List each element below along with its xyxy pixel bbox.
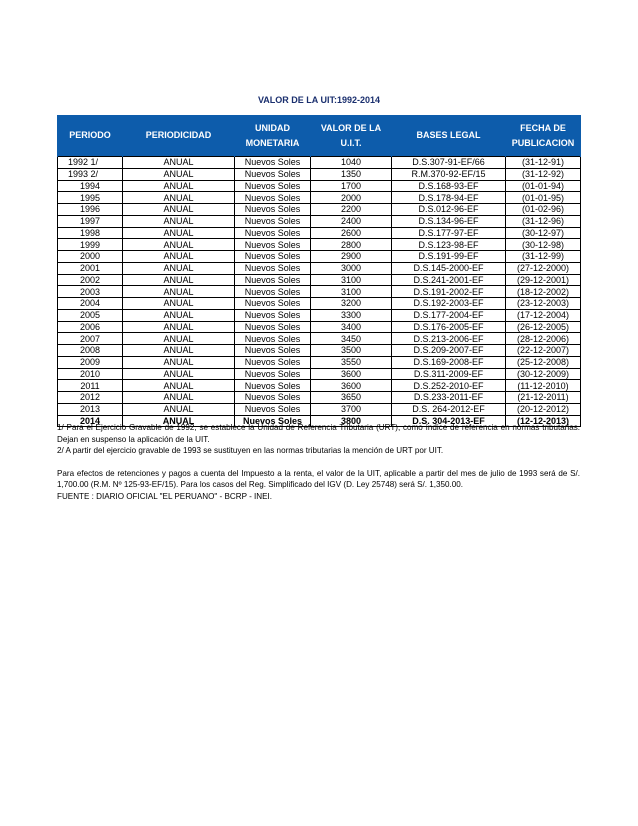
cell-periodo: 2010: [58, 368, 123, 380]
cell-valor: 3300: [311, 309, 392, 321]
cell-unidad: Nuevos Soles: [235, 345, 311, 357]
cell-periodicidad: ANUAL: [123, 403, 235, 415]
cell-valor: 3100: [311, 286, 392, 298]
cell-fecha: (18-12-2002): [506, 286, 581, 298]
cell-valor: 2400: [311, 215, 392, 227]
cell-unidad: Nuevos Soles: [235, 415, 311, 427]
cell-valor: 2200: [311, 204, 392, 216]
cell-fecha: (01-01-94): [506, 180, 581, 192]
cell-valor: 3600: [311, 380, 392, 392]
cell-fecha: (01-02-96): [506, 204, 581, 216]
table-row: [58, 368, 581, 380]
cell-valor: 3450: [311, 333, 392, 345]
header-periodicidad: PERIODICIDAD: [123, 115, 235, 157]
cell-base: R.M.370-92-EF/15: [392, 168, 506, 180]
cell-base: D.S.145-2000-EF: [392, 262, 506, 274]
document-title: VALOR DE LA UIT:1992-2014: [257, 95, 381, 105]
cell-base: D.S.241-2001-EF: [392, 274, 506, 286]
cell-base: D.S.134-96-EF: [392, 215, 506, 227]
table-row: [58, 274, 581, 286]
cell-valor: 3500: [311, 345, 392, 357]
cell-periodicidad: ANUAL: [123, 262, 235, 274]
table-row: [58, 251, 581, 263]
table-row: [58, 345, 581, 357]
cell-valor: 3100: [311, 274, 392, 286]
cell-unidad: Nuevos Soles: [235, 309, 311, 321]
cell-unidad: Nuevos Soles: [235, 403, 311, 415]
cell-unidad: Nuevos Soles: [235, 368, 311, 380]
cell-unidad: Nuevos Soles: [235, 380, 311, 392]
cell-periodo: 2009: [58, 356, 123, 368]
table-row: [58, 204, 581, 216]
cell-valor: 3200: [311, 298, 392, 310]
cell-unidad: Nuevos Soles: [235, 204, 311, 216]
cell-fecha: (11-12-2010): [506, 380, 581, 392]
cell-unidad: Nuevos Soles: [235, 251, 311, 263]
table-row: [58, 157, 581, 169]
cell-unidad: Nuevos Soles: [235, 298, 311, 310]
cell-unidad: Nuevos Soles: [235, 239, 311, 251]
table-row: [58, 239, 581, 251]
table-row: [58, 180, 581, 192]
retenciones-note: Para efectos de retenciones y pagos a cuenta del Impuesto a la renta, el valor de la UIT, aplicable a partir del mes de julio de 1993 será de S/. 1,700.00 (R.M. Nº 125-93-EF/15). Para los casos del Reg. Simplificado del IGV (D. Ley 25748) será S/. 1,350.00.: [57, 468, 580, 489]
table-row: [58, 333, 581, 345]
cell-base: D.S. 304-2013-EF: [392, 415, 506, 427]
cell-periodicidad: ANUAL: [123, 204, 235, 216]
cell-base: D.S.209-2007-EF: [392, 345, 506, 357]
header-unidad-monetaria: UNIDAD MONETARIA: [235, 115, 311, 157]
cell-fecha: (21-12-2011): [506, 392, 581, 404]
cell-fecha: (31-12-96): [506, 215, 581, 227]
cell-periodicidad: ANUAL: [123, 215, 235, 227]
table-body: [58, 157, 581, 427]
cell-base: D.S.178-94-EF: [392, 192, 506, 204]
cell-unidad: Nuevos Soles: [235, 333, 311, 345]
cell-fecha: (31-12-99): [506, 251, 581, 263]
cell-fecha: (20-12-2012): [506, 403, 581, 415]
cell-periodo: 2011: [58, 380, 123, 392]
cell-base: D.S.168-93-EF: [392, 180, 506, 192]
cell-fecha: (25-12-2008): [506, 356, 581, 368]
table-row: [58, 262, 581, 274]
cell-fecha: (30-12-98): [506, 239, 581, 251]
table-row: [58, 298, 581, 310]
cell-periodicidad: ANUAL: [123, 298, 235, 310]
header-valor-uit: VALOR DE LA U.I.T.: [311, 115, 392, 157]
cell-valor: 1040: [311, 157, 392, 169]
cell-valor: 3700: [311, 403, 392, 415]
cell-base: D.S.177-97-EF: [392, 227, 506, 239]
cell-fecha: (30-12-2009): [506, 368, 581, 380]
cell-periodo: 1999: [58, 239, 123, 251]
cell-base: D.S.252-2010-EF: [392, 380, 506, 392]
cell-base: D.S.191-2002-EF: [392, 286, 506, 298]
table-row: [58, 321, 581, 333]
cell-periodicidad: ANUAL: [123, 251, 235, 263]
cell-periodicidad: ANUAL: [123, 333, 235, 345]
cell-base: D.S.169-2008-EF: [392, 356, 506, 368]
footnote-2: 2/ A partir del ejercicio gravable de 1993 se sustituyen en las normas tributarias la mención de URT por UIT.: [57, 446, 444, 455]
cell-periodo: 2002: [58, 274, 123, 286]
cell-unidad: Nuevos Soles: [235, 215, 311, 227]
cell-periodicidad: ANUAL: [123, 392, 235, 404]
cell-fecha: (30-12-97): [506, 227, 581, 239]
cell-unidad: Nuevos Soles: [235, 286, 311, 298]
cell-periodo: 2012: [58, 392, 123, 404]
cell-periodicidad: ANUAL: [123, 368, 235, 380]
cell-periodo: 1994: [58, 180, 123, 192]
cell-periodo: 1992 1/: [58, 157, 123, 169]
cell-periodo: 1998: [58, 227, 123, 239]
cell-valor: 3600: [311, 368, 392, 380]
cell-periodo: 2013: [58, 403, 123, 415]
cell-periodicidad: ANUAL: [123, 227, 235, 239]
cell-valor: 3650: [311, 392, 392, 404]
cell-periodicidad: ANUAL: [123, 274, 235, 286]
cell-base: D.S. 264-2012-EF: [392, 403, 506, 415]
table-row: [58, 380, 581, 392]
table-row: [58, 192, 581, 204]
table-row: [58, 356, 581, 368]
cell-base: D.S.307-91-EF/66: [392, 157, 506, 169]
cell-valor: 3550: [311, 356, 392, 368]
cell-unidad: Nuevos Soles: [235, 392, 311, 404]
footnote-1: 1/ Para el Ejercicio Gravable de 1992, se establece la Unidad de Referencia Tributaria (URT), como índice de referencia en normas tributarias. Dejan en suspenso la aplicación de la UIT.: [57, 423, 580, 444]
cell-unidad: Nuevos Soles: [235, 227, 311, 239]
cell-base: D.S.012-96-EF: [392, 204, 506, 216]
cell-periodicidad: ANUAL: [123, 321, 235, 333]
cell-unidad: Nuevos Soles: [235, 180, 311, 192]
cell-periodicidad: ANUAL: [123, 180, 235, 192]
cell-periodicidad: ANUAL: [123, 192, 235, 204]
cell-valor: 2900: [311, 251, 392, 263]
cell-periodo: 1993 2/: [58, 168, 123, 180]
cell-valor: 3000: [311, 262, 392, 274]
cell-periodo: 1996: [58, 204, 123, 216]
table-row: [58, 215, 581, 227]
cell-fecha: (29-12-2001): [506, 274, 581, 286]
cell-base: D.S.176-2005-EF: [392, 321, 506, 333]
cell-periodo: 2004: [58, 298, 123, 310]
cell-periodicidad: ANUAL: [123, 168, 235, 180]
cell-base: D.S.311-2009-EF: [392, 368, 506, 380]
cell-periodo: 1995: [58, 192, 123, 204]
cell-periodicidad: ANUAL: [123, 415, 235, 427]
cell-periodo: 2007: [58, 333, 123, 345]
cell-unidad: Nuevos Soles: [235, 168, 311, 180]
cell-base: D.S.233-2011-EF: [392, 392, 506, 404]
cell-unidad: Nuevos Soles: [235, 157, 311, 169]
cell-base: D.S.213-2006-EF: [392, 333, 506, 345]
source-note: FUENTE : DIARIO OFICIAL "EL PERUANO" - BCRP - INEI.: [57, 491, 273, 501]
cell-periodicidad: ANUAL: [123, 309, 235, 321]
cell-valor: 3400: [311, 321, 392, 333]
cell-unidad: Nuevos Soles: [235, 356, 311, 368]
table-row: [58, 403, 581, 415]
table-row: [58, 168, 581, 180]
cell-periodo: 2006: [58, 321, 123, 333]
cell-valor: 2600: [311, 227, 392, 239]
cell-base: D.S.177-2004-EF: [392, 309, 506, 321]
table-row: [58, 286, 581, 298]
header-periodo: PERIODO: [58, 115, 123, 157]
cell-periodicidad: ANUAL: [123, 345, 235, 357]
cell-periodicidad: ANUAL: [123, 157, 235, 169]
cell-periodo: 1997: [58, 215, 123, 227]
cell-valor: 1700: [311, 180, 392, 192]
cell-fecha: (27-12-2000): [506, 262, 581, 274]
footnotes: [57, 422, 580, 502]
cell-periodicidad: ANUAL: [123, 380, 235, 392]
cell-base: D.S.192-2003-EF: [392, 298, 506, 310]
table-row: [58, 309, 581, 321]
cell-fecha: (28-12-2006): [506, 333, 581, 345]
cell-fecha: (23-12-2003): [506, 298, 581, 310]
header-bases-legal: BASES LEGAL: [392, 115, 506, 157]
cell-valor: 2000: [311, 192, 392, 204]
cell-periodo: 2005: [58, 309, 123, 321]
cell-periodicidad: ANUAL: [123, 239, 235, 251]
table-row: [58, 227, 581, 239]
cell-periodicidad: ANUAL: [123, 286, 235, 298]
cell-fecha: (12-12-2013): [506, 415, 581, 427]
cell-periodo: 2003: [58, 286, 123, 298]
cell-valor: 2800: [311, 239, 392, 251]
cell-periodo: 2001: [58, 262, 123, 274]
cell-fecha: (01-01-95): [506, 192, 581, 204]
cell-base: D.S.191-99-EF: [392, 251, 506, 263]
header-fecha-publicacion: FECHA DE PUBLICACION: [506, 115, 581, 157]
cell-periodo: 2008: [58, 345, 123, 357]
cell-periodicidad: ANUAL: [123, 356, 235, 368]
cell-unidad: Nuevos Soles: [235, 274, 311, 286]
uit-table: [57, 115, 581, 427]
cell-valor: 1350: [311, 168, 392, 180]
cell-fecha: (17-12-2004): [506, 309, 581, 321]
cell-unidad: Nuevos Soles: [235, 192, 311, 204]
table-row: [58, 392, 581, 404]
cell-fecha: (31-12-91): [506, 157, 581, 169]
cell-periodo: 2000: [58, 251, 123, 263]
cell-base: D.S.123-98-EF: [392, 239, 506, 251]
cell-valor: 3800: [311, 415, 392, 427]
cell-fecha: (31-12-92): [506, 168, 581, 180]
cell-fecha: (22-12-2007): [506, 345, 581, 357]
table-header-row: [58, 115, 581, 157]
cell-unidad: Nuevos Soles: [235, 321, 311, 333]
cell-unidad: Nuevos Soles: [235, 262, 311, 274]
cell-fecha: (26-12-2005): [506, 321, 581, 333]
cell-periodo: 2014: [58, 415, 123, 427]
